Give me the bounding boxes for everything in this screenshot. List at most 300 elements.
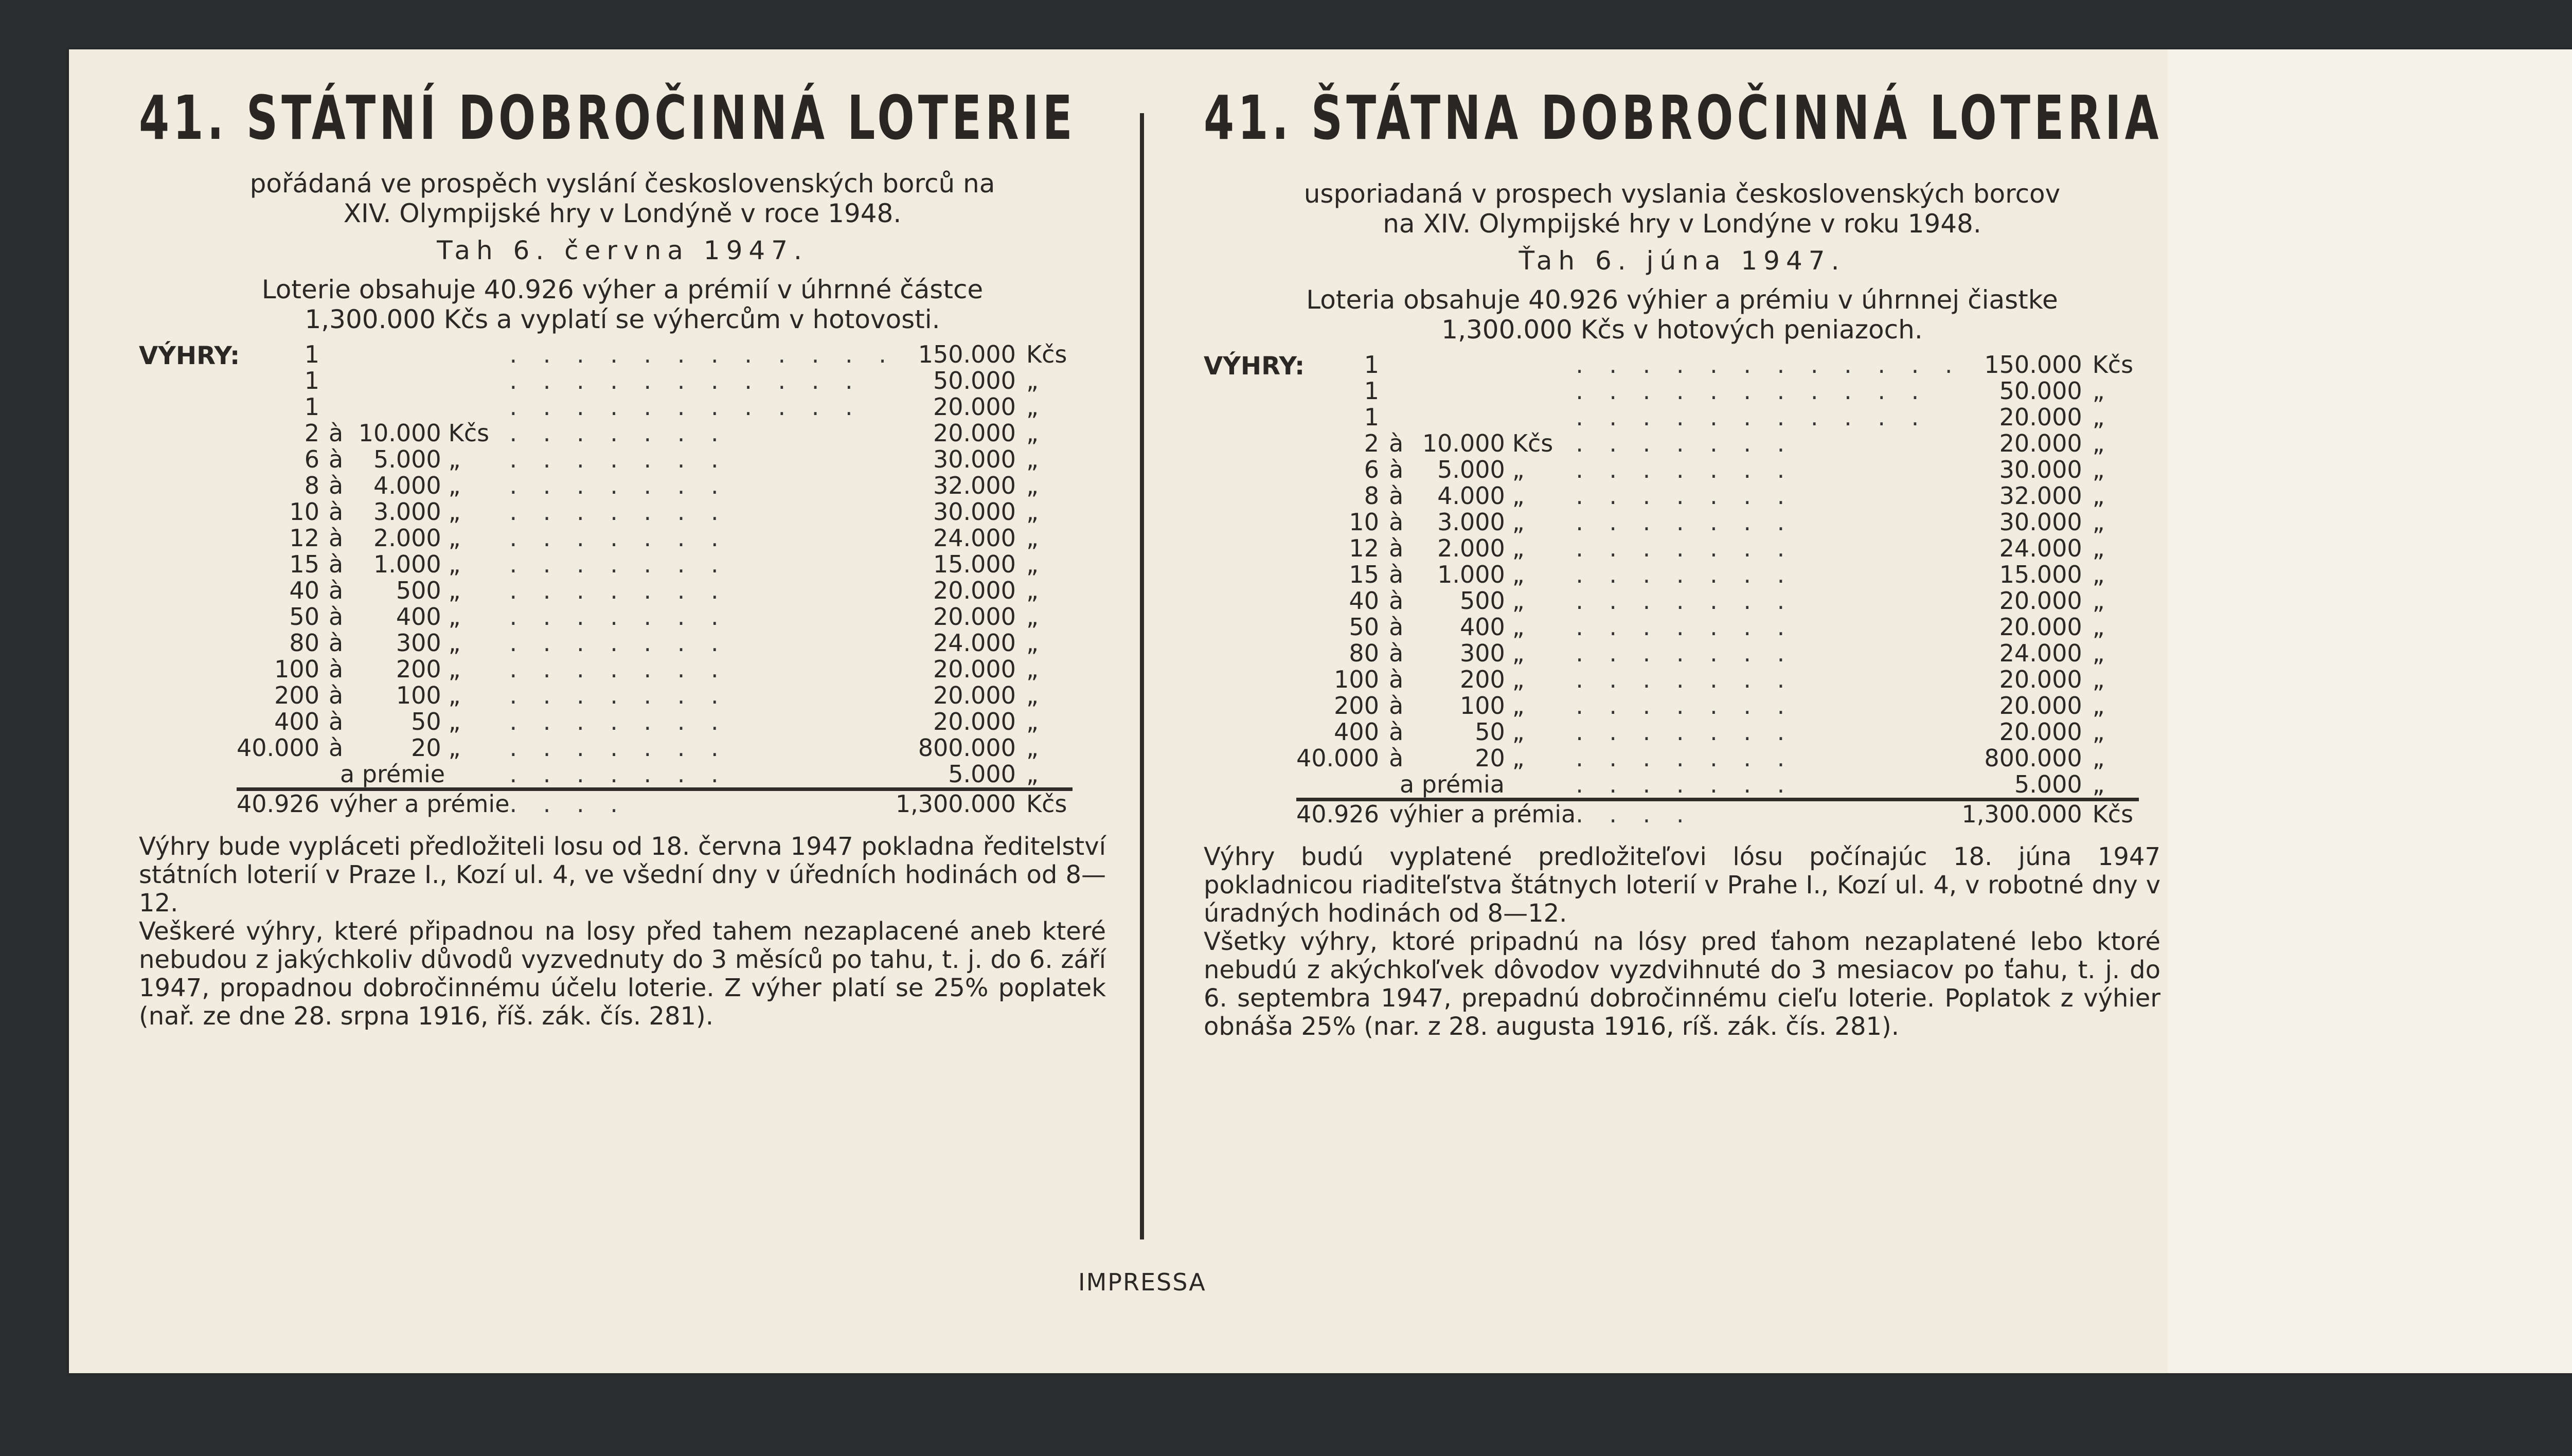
unit-amount: 20 bbox=[1475, 744, 1505, 772]
prize-count: 10 bbox=[289, 498, 319, 526]
unit-amount bbox=[352, 341, 441, 368]
unit-amount bbox=[1413, 378, 1505, 404]
each-marker: à bbox=[1389, 639, 1404, 667]
prize-count: 50 bbox=[289, 603, 319, 631]
prize-total: 24.000 bbox=[1999, 639, 2082, 667]
each-marker: à bbox=[1389, 429, 1404, 457]
prize-total: 20.000 bbox=[933, 603, 1016, 631]
row-dots: . . . . . . . bbox=[1576, 770, 1794, 798]
prize-total: 20.000 bbox=[933, 708, 1016, 735]
prize-count: 400 bbox=[1334, 718, 1379, 746]
premium-value: 5.000 bbox=[948, 760, 1016, 788]
each-marker: à bbox=[329, 419, 344, 447]
total-currency: „ bbox=[2092, 666, 2105, 693]
unit-currency: „ bbox=[448, 445, 461, 473]
czech-subtitle-line-1: pořádaná ve prospěch vyslání československých borců na bbox=[249, 169, 995, 199]
total-currency: „ bbox=[2092, 456, 2105, 483]
prize-count: 40.000 bbox=[237, 734, 319, 762]
total-value: 1,300.000 bbox=[895, 790, 1016, 818]
unit-currency: „ bbox=[1512, 561, 1525, 588]
prize-count: 100 bbox=[1334, 666, 1379, 693]
total-currency: „ bbox=[2092, 482, 2105, 510]
total-currency: „ bbox=[2092, 534, 2105, 562]
unit-currency: „ bbox=[448, 524, 461, 552]
slovak-total-row bbox=[1296, 800, 2139, 828]
unit-amount: 300 bbox=[1459, 639, 1505, 667]
premium-label: a prémia bbox=[1399, 770, 1505, 798]
total-currency: „ bbox=[2092, 613, 2105, 641]
total-currency: „ bbox=[1026, 629, 1039, 657]
each-marker: à bbox=[1389, 561, 1404, 588]
each-marker bbox=[319, 341, 352, 368]
unit-amount bbox=[1413, 404, 1505, 430]
prize-row bbox=[237, 709, 1073, 735]
total-currency: „ bbox=[1026, 472, 1039, 499]
total-count: 40.926 bbox=[1296, 800, 1379, 828]
row-dots: . . . . . . . bbox=[1576, 639, 1794, 667]
row-dots: . . . . . . . bbox=[1576, 429, 1794, 457]
unit-currency: Kčs bbox=[1512, 429, 1553, 457]
unit-currency: „ bbox=[1512, 482, 1525, 510]
each-marker: à bbox=[329, 681, 344, 709]
unit-currency: „ bbox=[448, 681, 461, 709]
prize-total: 32.000 bbox=[933, 472, 1016, 499]
prize-count: 1 bbox=[1364, 351, 1379, 379]
prize-row bbox=[1296, 745, 2139, 771]
unit-currency bbox=[1505, 404, 1576, 430]
slovak-intro-line-1: Loteria obsahuje 40.926 výhier a prémiu v úhrnnej čiastke bbox=[1306, 285, 2058, 315]
prize-row bbox=[237, 446, 1073, 473]
row-dots: . . . . . . . bbox=[1576, 587, 1794, 615]
unit-currency: „ bbox=[448, 655, 461, 683]
row-dots: . . . . . . . bbox=[1576, 534, 1794, 562]
prize-total: 800.000 bbox=[1984, 744, 2082, 772]
total-currency: „ bbox=[1026, 655, 1039, 683]
prize-total: 30.000 bbox=[933, 445, 1016, 473]
prize-count: 10 bbox=[1349, 508, 1379, 536]
czech-forfeit-paragraph: Veškeré výhry, které připadnou na losy před tahem nezaplacené aneb které nebudou z jakýchkoliv důvodů vyzvednuty do 3 měsíců po tahu, t. j. do 6. září 1947, propadnou dobročinnému účelu loterie. Z výher platí se 25% poplatek (nař. ze dne 28. srpna 1916, říš. zák. čís. 281). bbox=[139, 917, 1106, 1031]
slovak-title: 41. ŠTÁTNA DOBROČINNÁ LOTERIA bbox=[1204, 82, 2163, 153]
total-currency: „ bbox=[1026, 367, 1039, 394]
each-marker: à bbox=[329, 445, 344, 473]
czech-premium-row bbox=[237, 761, 1073, 789]
row-dots: . . . . . . . bbox=[1576, 666, 1794, 693]
each-marker bbox=[1379, 404, 1413, 430]
unit-amount: 100 bbox=[1459, 692, 1505, 720]
each-marker: à bbox=[329, 655, 344, 683]
prize-row bbox=[1296, 588, 2139, 614]
prize-total: 20.000 bbox=[933, 577, 1016, 604]
row-dots: . . . . . . . bbox=[509, 445, 728, 473]
unit-currency: „ bbox=[1512, 587, 1525, 615]
unit-amount: 10.000 bbox=[1422, 429, 1505, 457]
total-currency: Kčs bbox=[1026, 790, 1067, 818]
prize-count: 8 bbox=[304, 472, 319, 499]
total-currency: „ bbox=[2092, 587, 2105, 615]
unit-currency bbox=[441, 341, 510, 368]
printer-imprint: IMPRESSA bbox=[1078, 1268, 1206, 1296]
prize-count: 80 bbox=[1349, 639, 1379, 667]
row-dots: . . . . . . . . . . . . bbox=[1576, 351, 1962, 379]
unit-amount: 5.000 bbox=[1437, 456, 1505, 483]
prize-total: 20.000 bbox=[1999, 692, 2082, 720]
row-dots: . . . . bbox=[1576, 800, 1693, 828]
each-marker: à bbox=[329, 734, 344, 762]
czech-draw-date: Tah 6. června 1947. bbox=[437, 236, 808, 265]
slovak-prize-table bbox=[1204, 352, 2160, 828]
unit-currency: „ bbox=[448, 708, 461, 735]
prize-row bbox=[237, 420, 1073, 446]
prize-row bbox=[237, 499, 1073, 525]
prize-row bbox=[237, 341, 1073, 368]
unit-currency: „ bbox=[448, 472, 461, 499]
prize-count: 15 bbox=[1349, 561, 1379, 588]
unit-amount: 4.000 bbox=[1437, 482, 1505, 510]
czech-wins-label: VÝHRY: bbox=[139, 341, 240, 370]
row-dots: . . . . . . . bbox=[1576, 744, 1794, 772]
prize-row bbox=[1296, 562, 2139, 588]
total-currency: „ bbox=[1026, 603, 1039, 631]
prize-total: 24.000 bbox=[933, 524, 1016, 552]
prize-total: 20.000 bbox=[1999, 587, 2082, 615]
unit-amount: 4.000 bbox=[373, 472, 441, 499]
row-dots: . . . . . . . . . . . bbox=[509, 367, 862, 394]
slovak-subtitle-line-2: na XIV. Olympijské hry v Londýne v roku 1948. bbox=[1383, 209, 1981, 239]
row-dots: . . . . . . . bbox=[509, 603, 728, 631]
prize-row bbox=[1296, 352, 2139, 378]
each-marker: à bbox=[1389, 482, 1404, 510]
total-currency: „ bbox=[1026, 498, 1039, 526]
unit-currency bbox=[1505, 378, 1576, 404]
czech-total-row bbox=[237, 789, 1073, 818]
unit-currency: „ bbox=[448, 498, 461, 526]
prize-total: 20.000 bbox=[933, 681, 1016, 709]
prize-total: 800.000 bbox=[918, 734, 1016, 762]
each-marker: à bbox=[329, 629, 344, 657]
each-marker: à bbox=[329, 708, 344, 735]
prize-total: 150.000 bbox=[918, 340, 1016, 368]
each-marker: à bbox=[1389, 613, 1404, 641]
prize-total: 30.000 bbox=[1999, 508, 2082, 536]
unit-amount: 3.000 bbox=[373, 498, 441, 526]
each-marker: à bbox=[329, 577, 344, 604]
row-dots: . . . . . . . bbox=[509, 419, 728, 447]
row-dots: . . . . . . . bbox=[1576, 718, 1794, 746]
row-dots: . . . . . . . . . . . bbox=[1576, 377, 1928, 405]
prize-count: 6 bbox=[1364, 456, 1379, 483]
total-currency: „ bbox=[2092, 639, 2105, 667]
unit-amount bbox=[352, 394, 441, 420]
prize-row bbox=[237, 551, 1073, 578]
premium-value: 5.000 bbox=[2014, 770, 2082, 798]
row-dots: . . . . . . . bbox=[1576, 508, 1794, 536]
row-dots: . . . . . . . bbox=[509, 472, 728, 499]
row-dots: . . . . . . . bbox=[509, 681, 728, 709]
each-marker: à bbox=[329, 498, 344, 526]
each-marker: à bbox=[329, 550, 344, 578]
row-dots: . . . . . . . bbox=[509, 550, 728, 578]
unit-currency bbox=[1505, 352, 1576, 378]
total-currency: „ bbox=[1026, 393, 1039, 421]
unit-currency: „ bbox=[448, 603, 461, 631]
prize-row bbox=[237, 735, 1073, 761]
total-currency: „ bbox=[2092, 718, 2105, 746]
prize-count: 12 bbox=[289, 524, 319, 552]
prize-row bbox=[1296, 483, 2139, 509]
total-currency: „ bbox=[2092, 692, 2105, 720]
unit-amount bbox=[1413, 352, 1505, 378]
prize-total: 50.000 bbox=[933, 367, 1016, 394]
prize-count: 80 bbox=[289, 629, 319, 657]
prize-count: 15 bbox=[289, 550, 319, 578]
total-currency: „ bbox=[1026, 524, 1039, 552]
unit-amount: 200 bbox=[1459, 666, 1505, 693]
prize-row bbox=[237, 525, 1073, 551]
unit-currency: „ bbox=[1512, 613, 1525, 641]
each-marker bbox=[319, 394, 352, 420]
row-dots: . . . . . . . bbox=[509, 577, 728, 604]
unit-currency: „ bbox=[1512, 744, 1525, 772]
prize-row bbox=[237, 394, 1073, 420]
each-marker: à bbox=[329, 472, 344, 499]
unit-currency bbox=[441, 394, 510, 420]
slovak-column bbox=[1204, 82, 2163, 1041]
row-dots: . . . . . . . . . . . bbox=[509, 393, 862, 421]
unit-amount: 200 bbox=[396, 655, 441, 683]
prize-row bbox=[1296, 404, 2139, 430]
prize-count: 200 bbox=[274, 681, 319, 709]
prize-row bbox=[237, 578, 1073, 604]
prize-count: 40.000 bbox=[1296, 744, 1379, 772]
row-dots: . . . . . . . bbox=[1576, 613, 1794, 641]
unit-amount: 500 bbox=[1459, 587, 1505, 615]
total-label: výher a prémie bbox=[329, 790, 510, 818]
row-dots: . . . . . . . bbox=[509, 629, 728, 657]
unit-currency: „ bbox=[1512, 718, 1525, 746]
prize-total: 20.000 bbox=[933, 393, 1016, 421]
prize-total: 30.000 bbox=[1999, 456, 2082, 483]
slovak-payout-paragraph: Výhry budú vyplatené predložiteľovi lósu počínajúc 18. júna 1947 pokladnicou riaditeľstva štátnych loterií v Prahe I., Kozí ul. 4, v robotné dny v úradných hodinách od 8—12. bbox=[1204, 842, 2160, 928]
czech-intro-line-1: Loterie obsahuje 40.926 výher a prémií v úhrnné částce bbox=[261, 275, 984, 304]
prize-row bbox=[1296, 614, 2139, 640]
total-currency: Kčs bbox=[2092, 800, 2134, 828]
total-currency: „ bbox=[2092, 744, 2105, 772]
unit-currency: „ bbox=[448, 629, 461, 657]
unit-currency: „ bbox=[1512, 534, 1525, 562]
prize-row bbox=[1296, 535, 2139, 562]
unit-amount: 5.000 bbox=[373, 445, 441, 473]
unit-currency: „ bbox=[1512, 456, 1525, 483]
unit-currency bbox=[441, 368, 510, 394]
unit-currency: „ bbox=[1512, 508, 1525, 536]
prize-count: 1 bbox=[1364, 403, 1379, 431]
row-dots: . . . . . . . bbox=[509, 655, 728, 683]
prize-count: 8 bbox=[1364, 482, 1379, 510]
each-marker: à bbox=[1389, 456, 1404, 483]
each-marker: à bbox=[1389, 692, 1404, 720]
prize-row bbox=[1296, 719, 2139, 745]
prize-row bbox=[1296, 378, 2139, 404]
total-label: výhier a prémia bbox=[1389, 800, 1576, 828]
total-value: 1,300.000 bbox=[1961, 800, 2082, 828]
row-dots: . . . . . . . bbox=[509, 524, 728, 552]
prize-total: 32.000 bbox=[1999, 482, 2082, 510]
unit-currency: „ bbox=[448, 734, 461, 762]
prize-row bbox=[237, 473, 1073, 499]
unit-currency: „ bbox=[1512, 639, 1525, 667]
each-marker: à bbox=[1389, 744, 1404, 772]
prize-total: 20.000 bbox=[1999, 666, 2082, 693]
blank-stub-area bbox=[2168, 49, 2572, 1373]
row-dots: . . . . . . . bbox=[1576, 482, 1794, 510]
total-currency: „ bbox=[1026, 577, 1039, 604]
czech-payout-paragraph: Výhry bude vypláceti předložiteli losu od 18. června 1947 pokladna ředitelství státních loterií v Praze I., Kozí ul. 4, ve všední dny v úředních hodinách od 8—12. bbox=[139, 832, 1106, 918]
row-dots: . . . . . . . bbox=[1576, 561, 1794, 588]
each-marker: à bbox=[329, 524, 344, 552]
row-dots: . . . . . . . bbox=[509, 498, 728, 526]
prize-count: 200 bbox=[1334, 692, 1379, 720]
prize-count: 400 bbox=[274, 708, 319, 735]
total-count: 40.926 bbox=[237, 790, 319, 818]
row-dots: . . . . . . . bbox=[1576, 692, 1794, 720]
unit-currency: „ bbox=[1512, 666, 1525, 693]
total-currency: „ bbox=[1026, 445, 1039, 473]
unit-amount: 300 bbox=[396, 629, 441, 657]
prize-row bbox=[237, 682, 1073, 709]
each-marker: à bbox=[1389, 508, 1404, 536]
unit-amount: 100 bbox=[396, 681, 441, 709]
unit-currency: „ bbox=[448, 550, 461, 578]
prize-row bbox=[237, 630, 1073, 656]
slovak-draw-date: Ťah 6. júna 1947. bbox=[1519, 246, 1846, 276]
each-marker bbox=[319, 368, 352, 394]
unit-amount: 10.000 bbox=[358, 419, 441, 447]
row-dots: . . . . . . . bbox=[1576, 456, 1794, 483]
slovak-forfeit-paragraph: Všetky výhry, ktoré pripadnú na lósy pred ťahom nezaplatené lebo ktoré nebudú z akýchkoľvek dôvodov vyzdvihnuté do 3 mesiacov po ťahu, t. j. do 6. septembra 1947, prepadnú dobročinnému cieľu loterie. Poplatok z výhier obnáša 25% (nar. z 28. augusta 1916, ríš. zák. čís. 281). bbox=[1204, 927, 2160, 1041]
total-currency: „ bbox=[2092, 561, 2105, 588]
premium-currency: „ bbox=[2092, 770, 2105, 798]
prize-count: 2 bbox=[1364, 429, 1379, 457]
each-marker bbox=[1379, 352, 1413, 378]
unit-amount: 20 bbox=[411, 734, 441, 762]
total-currency: „ bbox=[2092, 429, 2105, 457]
prize-count: 1 bbox=[1364, 377, 1379, 405]
unit-currency: „ bbox=[1512, 692, 1525, 720]
prize-total: 24.000 bbox=[933, 629, 1016, 657]
prize-total: 15.000 bbox=[1999, 561, 2082, 588]
prize-total: 24.000 bbox=[1999, 534, 2082, 562]
slovak-subtitle-line-1: usporiadaná v prospech vyslania československých borcov bbox=[1303, 179, 2061, 209]
prize-total: 20.000 bbox=[933, 655, 1016, 683]
premium-currency: „ bbox=[1026, 760, 1039, 788]
czech-intro-line-2: 1,300.000 Kčs a vyplatí se výhercům v hotovosti. bbox=[305, 304, 940, 334]
prize-total: 20.000 bbox=[933, 419, 1016, 447]
prize-count: 40 bbox=[289, 577, 319, 604]
each-marker: à bbox=[329, 603, 344, 631]
premium-label: a prémie bbox=[340, 760, 445, 788]
slovak-wins-label: VÝHRY: bbox=[1204, 352, 1305, 381]
prize-count: 1 bbox=[304, 340, 319, 368]
unit-amount: 2.000 bbox=[1437, 534, 1505, 562]
row-dots: . . . . . . . bbox=[509, 760, 728, 788]
prize-row bbox=[1296, 693, 2139, 719]
prize-count: 40 bbox=[1349, 587, 1379, 615]
czech-subtitle-line-2: XIV. Olympijské hry v Londýně v roce 1948. bbox=[343, 199, 902, 228]
total-currency: „ bbox=[1026, 419, 1039, 447]
total-currency: „ bbox=[1026, 734, 1039, 762]
slovak-premium-row bbox=[1296, 771, 2139, 800]
prize-row bbox=[1296, 430, 2139, 457]
slovak-intro-line-2: 1,300.000 Kčs v hotových peniazoch. bbox=[1441, 315, 1923, 345]
total-currency: „ bbox=[2092, 508, 2105, 536]
prize-row bbox=[237, 368, 1073, 394]
unit-amount: 2.000 bbox=[373, 524, 441, 552]
unit-amount: 500 bbox=[396, 577, 441, 604]
prize-count: 1 bbox=[304, 367, 319, 394]
row-dots: . . . . . . . bbox=[509, 734, 728, 762]
prize-total: 50.000 bbox=[1999, 377, 2082, 405]
prize-count: 50 bbox=[1349, 613, 1379, 641]
each-marker: à bbox=[1389, 534, 1404, 562]
row-dots: . . . . . . . bbox=[509, 708, 728, 735]
prize-count: 12 bbox=[1349, 534, 1379, 562]
column-divider bbox=[1140, 113, 1144, 1239]
total-currency: „ bbox=[2092, 377, 2105, 405]
each-marker: à bbox=[1389, 666, 1404, 693]
prize-row bbox=[1296, 667, 2139, 693]
total-currency: „ bbox=[2092, 403, 2105, 431]
prize-total: 20.000 bbox=[1999, 403, 2082, 431]
total-currency: „ bbox=[1026, 550, 1039, 578]
unit-amount: 400 bbox=[1459, 613, 1505, 641]
prize-row bbox=[1296, 457, 2139, 483]
unit-amount: 3.000 bbox=[1437, 508, 1505, 536]
prize-row bbox=[237, 656, 1073, 682]
unit-amount: 1.000 bbox=[1437, 561, 1505, 588]
prize-total: 15.000 bbox=[933, 550, 1016, 578]
each-marker bbox=[1379, 378, 1413, 404]
prize-count: 1 bbox=[304, 393, 319, 421]
czech-column bbox=[139, 82, 1106, 1031]
prize-total: 20.000 bbox=[1999, 429, 2082, 457]
prize-count: 100 bbox=[274, 655, 319, 683]
prize-count: 2 bbox=[304, 419, 319, 447]
row-dots: . . . . bbox=[509, 790, 627, 818]
each-marker: à bbox=[1389, 718, 1404, 746]
prize-count: 6 bbox=[304, 445, 319, 473]
unit-amount: 400 bbox=[396, 603, 441, 631]
prize-total: 150.000 bbox=[1984, 351, 2082, 379]
czech-title: 41. STÁTNÍ DOBROČINNÁ LOTERIE bbox=[139, 82, 1076, 153]
prize-total: 30.000 bbox=[933, 498, 1016, 526]
total-currency: „ bbox=[1026, 681, 1039, 709]
each-marker: à bbox=[1389, 587, 1404, 615]
prize-total: 20.000 bbox=[1999, 613, 2082, 641]
unit-amount: 50 bbox=[411, 708, 441, 735]
prize-total: 20.000 bbox=[1999, 718, 2082, 746]
czech-prize-table bbox=[139, 341, 1106, 817]
prize-row bbox=[1296, 640, 2139, 667]
prize-row bbox=[1296, 509, 2139, 535]
unit-amount: 50 bbox=[1475, 718, 1505, 746]
row-dots: . . . . . . . . . . . bbox=[1576, 403, 1928, 431]
row-dots: . . . . . . . . . . . . bbox=[509, 340, 896, 368]
prize-row bbox=[237, 604, 1073, 630]
total-currency: „ bbox=[1026, 708, 1039, 735]
unit-currency: „ bbox=[448, 577, 461, 604]
unit-currency: Kčs bbox=[448, 419, 490, 447]
total-currency: Kčs bbox=[1026, 340, 1067, 368]
